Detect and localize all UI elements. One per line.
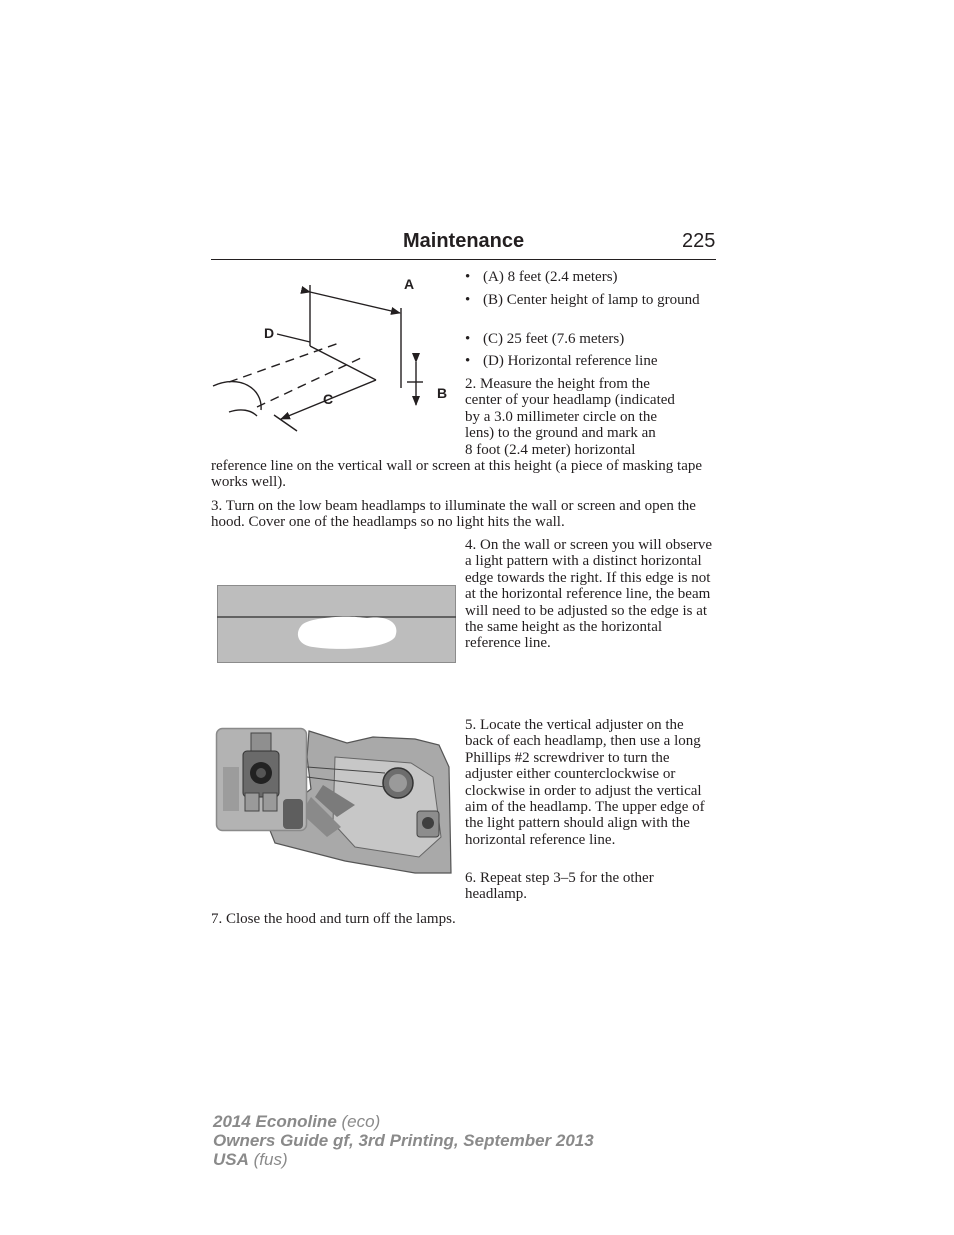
section-title: Maintenance bbox=[403, 230, 525, 252]
vertical-adjuster-illustration bbox=[215, 727, 455, 874]
header-rule bbox=[211, 259, 716, 260]
text-line: lens) to the ground and mark an bbox=[465, 425, 656, 442]
footer-line-1 bbox=[213, 1112, 380, 1132]
step-2-intro bbox=[465, 376, 715, 458]
footer-model-code: (eco) bbox=[341, 1112, 381, 1131]
legend-item: • (C) 25 feet (7.6 meters) bbox=[465, 331, 715, 347]
text-line: center of your headlamp (indicated bbox=[465, 392, 675, 409]
footer-market: USA bbox=[213, 1150, 249, 1169]
label-c: C bbox=[323, 391, 334, 407]
text-line: 8 foot (2.4 meter) horizontal bbox=[465, 441, 636, 458]
footer-market-code: (fus) bbox=[253, 1150, 288, 1169]
step-7: 7. Close the hood and turn off the lamps. bbox=[211, 911, 456, 927]
step-2-continuation: reference line on the vertical wall or screen at this height (a piece of masking tape works well). bbox=[211, 458, 703, 491]
step-6: 6. Repeat step 3–5 for the other headlamp. bbox=[465, 870, 654, 903]
text-line: 2. Measure the height from the bbox=[465, 376, 650, 392]
step-4: 4. On the wall or screen you will observe a light pattern with a distinct horizontal edge towards the right. If this edge is not at the horizontal reference line, the beam will need to be adjusted so the edge is at the same height as the horizontal reference line. bbox=[465, 537, 713, 652]
label-d: D bbox=[264, 325, 275, 341]
footer-model: 2014 Econoline bbox=[213, 1112, 337, 1131]
aiming-distance-diagram bbox=[211, 270, 456, 440]
step-3: 3. Turn on the low beam headlamps to illuminate the wall or screen and open the hood. Cover one of the headlamps so no light hits the wall. bbox=[211, 498, 696, 531]
light-pattern-illustration bbox=[217, 585, 456, 663]
footer-line-3 bbox=[213, 1150, 288, 1170]
page-number: 225 bbox=[682, 230, 716, 252]
text-line: by a 3.0 millimeter circle on the bbox=[465, 408, 658, 425]
legend-item: • (D) Horizontal reference line bbox=[465, 353, 715, 369]
step-5: 5. Locate the vertical adjuster on the back of each headlamp, then use a long Phillips #2 screwdriver to turn the adjuster either counterclockwise or clockwise in order to adjust the vertical aim of the headlamp. The upper edge of the light pattern should align with the horizontal reference line. bbox=[465, 717, 705, 848]
label-a: A bbox=[404, 276, 415, 292]
label-b: B bbox=[437, 385, 448, 401]
footer-printing: Owners Guide gf, 3rd Printing, September 2013 bbox=[213, 1131, 594, 1150]
footer-line-2 bbox=[213, 1131, 594, 1151]
legend-item: • (B) Center height of lamp to ground bbox=[465, 292, 715, 308]
legend-item: • (A) 8 feet (2.4 meters) bbox=[465, 269, 715, 285]
